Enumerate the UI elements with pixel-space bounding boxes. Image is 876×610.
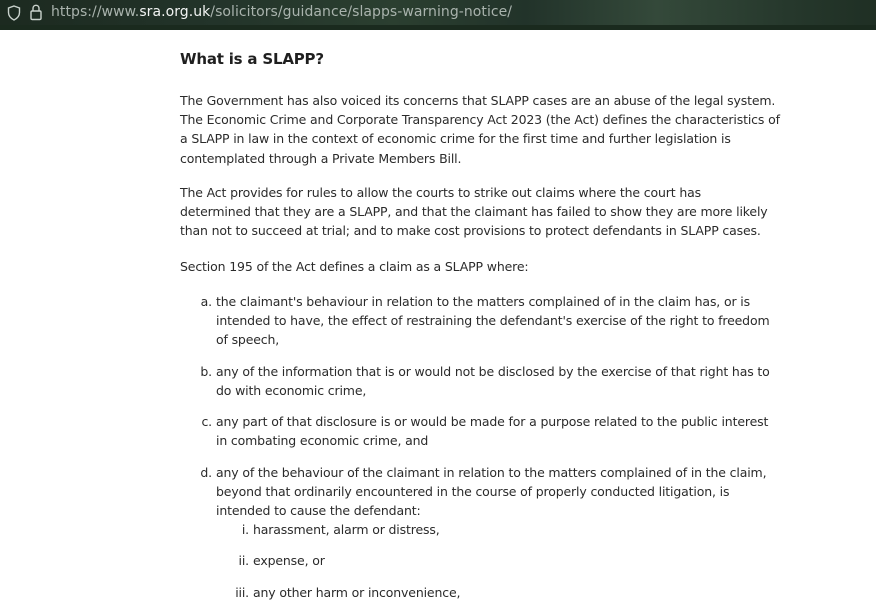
paragraph-government-concerns: The Government has also voiced its concerns that SLAPP cases are an abuse of the legal system. The Economic Crime and Corporate Transparency Act 2023 (the Act) defines the characteristics of a SLAPP in law in the context of economic crime for the first time and further legislation is contemplated through a Private Members Bill.	[180, 93, 780, 166]
url-text[interactable]	[51, 3, 512, 21]
article-content	[180, 48, 780, 600]
sublist-marker: ii.	[238, 553, 249, 568]
list-item-text: the claimant's behaviour in relation to the matters complained of in the claim has, or is intended to have, the effect of restraining the defendant's exercise of the right to freedom of speech,	[216, 294, 770, 348]
sublist-item	[238, 551, 753, 570]
list-marker: b.	[200, 364, 212, 379]
list-item	[200, 362, 776, 400]
sublist-marker: i.	[241, 522, 249, 537]
list-item-text: any of the behaviour of the claimant in relation to the matters complained of in the claim, beyond that ordinarily encountered in the course of properly conducted litigation, is intended to cause the defendant:	[216, 465, 767, 519]
paragraph-act-provisions: The Act provides for rules to allow the courts to strike out claims where the court has determined that they are a SLAPP, and that the claimant has failed to show they are more likely than not to succeed at trial; and to make cost provisions to protect defendants in SLAPP cases.	[180, 185, 768, 239]
sublist-item-text: expense, or	[253, 553, 325, 568]
sublist-item-text: harassment, alarm or distress,	[253, 522, 440, 537]
list-item-text: any part of that disclosure is or would be made for a purpose related to the public interest in combating economic crime, and	[216, 414, 769, 449]
browser-address-bar[interactable]	[0, 0, 876, 30]
sublist-item	[241, 520, 753, 539]
sublist-item	[235, 583, 753, 602]
url-prefix: https://www.	[51, 4, 140, 20]
list-item	[200, 463, 776, 521]
list-item	[200, 292, 776, 350]
padlock-icon[interactable]	[29, 4, 43, 21]
url-host: sra.org.uk	[139, 4, 211, 20]
tracking-protection-shield-icon[interactable]	[7, 5, 21, 21]
list-marker: c.	[201, 414, 212, 429]
list-item-text: any of the information that is or would not be disclosed by the exercise of that right has to do with economic crime,	[216, 364, 770, 399]
url-path: /solicitors/guidance/slapps-warning-notice/	[210, 4, 513, 20]
sublist-item-text: any other harm or inconvenience,	[253, 585, 461, 600]
section-heading: What is a SLAPP?	[180, 50, 324, 68]
list-marker: a.	[200, 294, 212, 309]
list-item	[201, 412, 776, 450]
list-marker: d.	[200, 465, 212, 480]
sublist-marker: iii.	[235, 585, 249, 600]
paragraph-section-195: Section 195 of the Act defines a claim as a SLAPP where:	[180, 259, 529, 274]
